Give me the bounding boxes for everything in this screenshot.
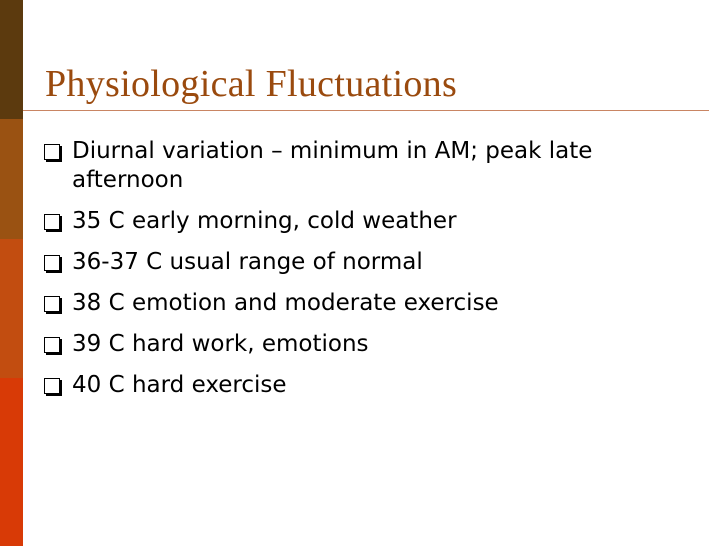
sidebar-band-2 [0, 119, 23, 239]
bullet-text: Diurnal variation – minimum in AM; peak late afternoon [72, 138, 593, 193]
hollow-square-bullet-icon [44, 214, 60, 230]
bullet-text: 35 C early morning, cold weather [72, 208, 457, 234]
bullet-text: 39 C hard work, emotions [72, 331, 369, 357]
bullet-item [44, 207, 684, 236]
bullet-item [44, 137, 684, 195]
sidebar-band-1 [0, 0, 23, 119]
bullet-item [44, 289, 684, 318]
bullet-text: 36-37 C usual range of normal [72, 249, 423, 275]
title-divider [23, 110, 709, 111]
sidebar-band-4 [0, 378, 23, 546]
hollow-square-bullet-icon [44, 378, 60, 394]
hollow-square-bullet-icon [44, 144, 60, 160]
bullet-text: 38 C emotion and moderate exercise [72, 290, 499, 316]
bullet-item [44, 371, 684, 400]
slide-title: Physiological Fluctuations [45, 63, 458, 105]
bullet-item [44, 330, 684, 359]
sidebar-band-3 [0, 239, 23, 378]
hollow-square-bullet-icon [44, 337, 60, 353]
hollow-square-bullet-icon [44, 296, 60, 312]
hollow-square-bullet-icon [44, 255, 60, 271]
bullet-list [44, 137, 684, 412]
bullet-item [44, 248, 684, 277]
bullet-text: 40 C hard exercise [72, 372, 287, 398]
